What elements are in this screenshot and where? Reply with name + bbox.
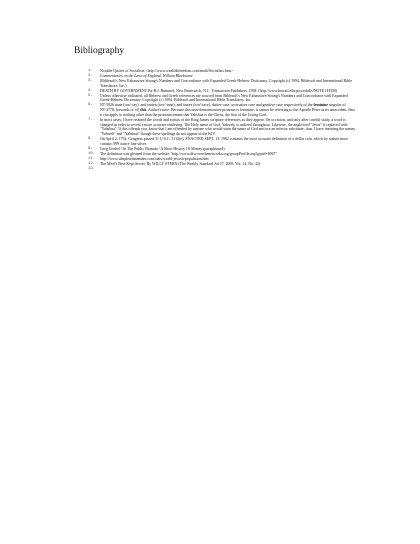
bibliography-item [88, 69, 358, 74]
item-number: 3. [88, 79, 93, 83]
bibliography-item [88, 157, 358, 162]
item-text-part: . Author's note: Because this near-demonstrative pronoun is feminine, it cannot be referring to the Apostle Peter as its antecedent, thus it can apply to nothing other than the pronouncement that Yahshua is the Christ, the Son of the Living God. [100, 108, 355, 117]
bibliography-item [88, 152, 358, 157]
item-number: 7. [88, 117, 93, 122]
item-text: Notable Quotes of Socialists <http://www.wealthbfreedom.com/math/Socialists.htm> [100, 69, 234, 73]
item-text: Unless otherwise indicated, all Hebrew and Greek references are sourced from Biblesoft's New Exhaustive Strong's Numbers and Concordance with Expanded Greek-Hebrew Dictionary. Copyright (c) 1994, Biblesoft and International Bible Translators, Inc. [100, 93, 348, 103]
item-text: On April 2, 1792, Congress passed 31 U.S.C. 5112(e), ENACTED SEPT. 13, 1982 contains the most accurate definition of a dollar coin, which by statute must contain .999 ounce fine silver. [100, 136, 348, 146]
item-number: 12. [88, 161, 96, 166]
item-text-bold: this [140, 108, 147, 113]
bibliography-item [88, 74, 358, 79]
bibliography-item [88, 103, 358, 117]
item-text: http://www.simpletonmember.com/stats/world-jewish-population.htm [100, 156, 209, 161]
item-text-part: NT:5026 taute (tow'-tay); and tauten (tow'-tane); and tautes (tow'-tace); dative case, accusative case and genitive case respectively of the [100, 103, 314, 108]
item-text: Commentaries on the Laws of England, William Blackstone [100, 74, 193, 78]
item-number: 5. [88, 93, 93, 98]
bibliography-item [88, 147, 358, 152]
item-text-bold: feminine [313, 103, 328, 108]
item-text: In most cases, I have retained the words and syntax of the King James scripture references as they appear. On occasion, and only after careful study, a word is changed in order to reveal a more accurate rendering. The Holy name of God, Yahweh, is utilized throughout. Likewise, the anglicized "Jesus" is replaced with "Yahshua". If this offends you, know that I am offended by anyone who would stain the name of God and use an inferior substitute, thus, I have inserting the names "Yahweh" and "Yahshua" though these spellings do not appear in the KJV. [100, 117, 355, 136]
bibliography-item [88, 94, 358, 103]
item-text-part: singular of NT:3778; (towards or of) [100, 103, 346, 113]
item-text: The Meel's Best-Kept Secret, By WILLY STERN (The Weekly Standard Jul 27, 2009, Vol. 14, No. 42) [100, 161, 261, 166]
item-number: 8. [88, 136, 93, 141]
bibliography-list [88, 69, 358, 171]
item-number: 9. [88, 146, 93, 151]
item-number: 4. [88, 88, 93, 93]
item-number: 10. [88, 151, 96, 156]
bibliography-item [88, 89, 358, 94]
item-number: 2. [88, 74, 93, 78]
bibliography-item [88, 137, 358, 146]
item-text: (Biblesoft's New Exhaustive Strong's Numbers and Concordance with Expanded Greek-Hebrew Dictionary. Copyright (c) 1994, Biblesoft and International Bible Translators, Inc.) [100, 79, 352, 88]
page-title: Bibliography [74, 46, 125, 56]
item-number: 11. [88, 156, 96, 161]
item-number: 6. [88, 103, 93, 108]
item-text: Greg Goebel / In The Public Domain / A Short History Of Money (paraphrased) [100, 146, 225, 151]
bibliography-item [88, 162, 358, 167]
item-number: 13. [88, 166, 96, 171]
item-text: The definition was gleaned from the website "http://www.discoverthenetworks.org/groupProfile.asp?grpid=6967" [100, 151, 278, 156]
item-text [100, 103, 358, 117]
bibliography-item [88, 79, 358, 88]
item-text: DEATH BY GOVERNMENT By R.J. Rummel, New Brunswick, N.J.: Transaction Publishers, 1994. (http://www.hawaii.edu/powerkills/NOTE1.HTM) [100, 88, 337, 93]
bibliography-item [88, 118, 358, 137]
item-number: 1. [88, 69, 93, 73]
